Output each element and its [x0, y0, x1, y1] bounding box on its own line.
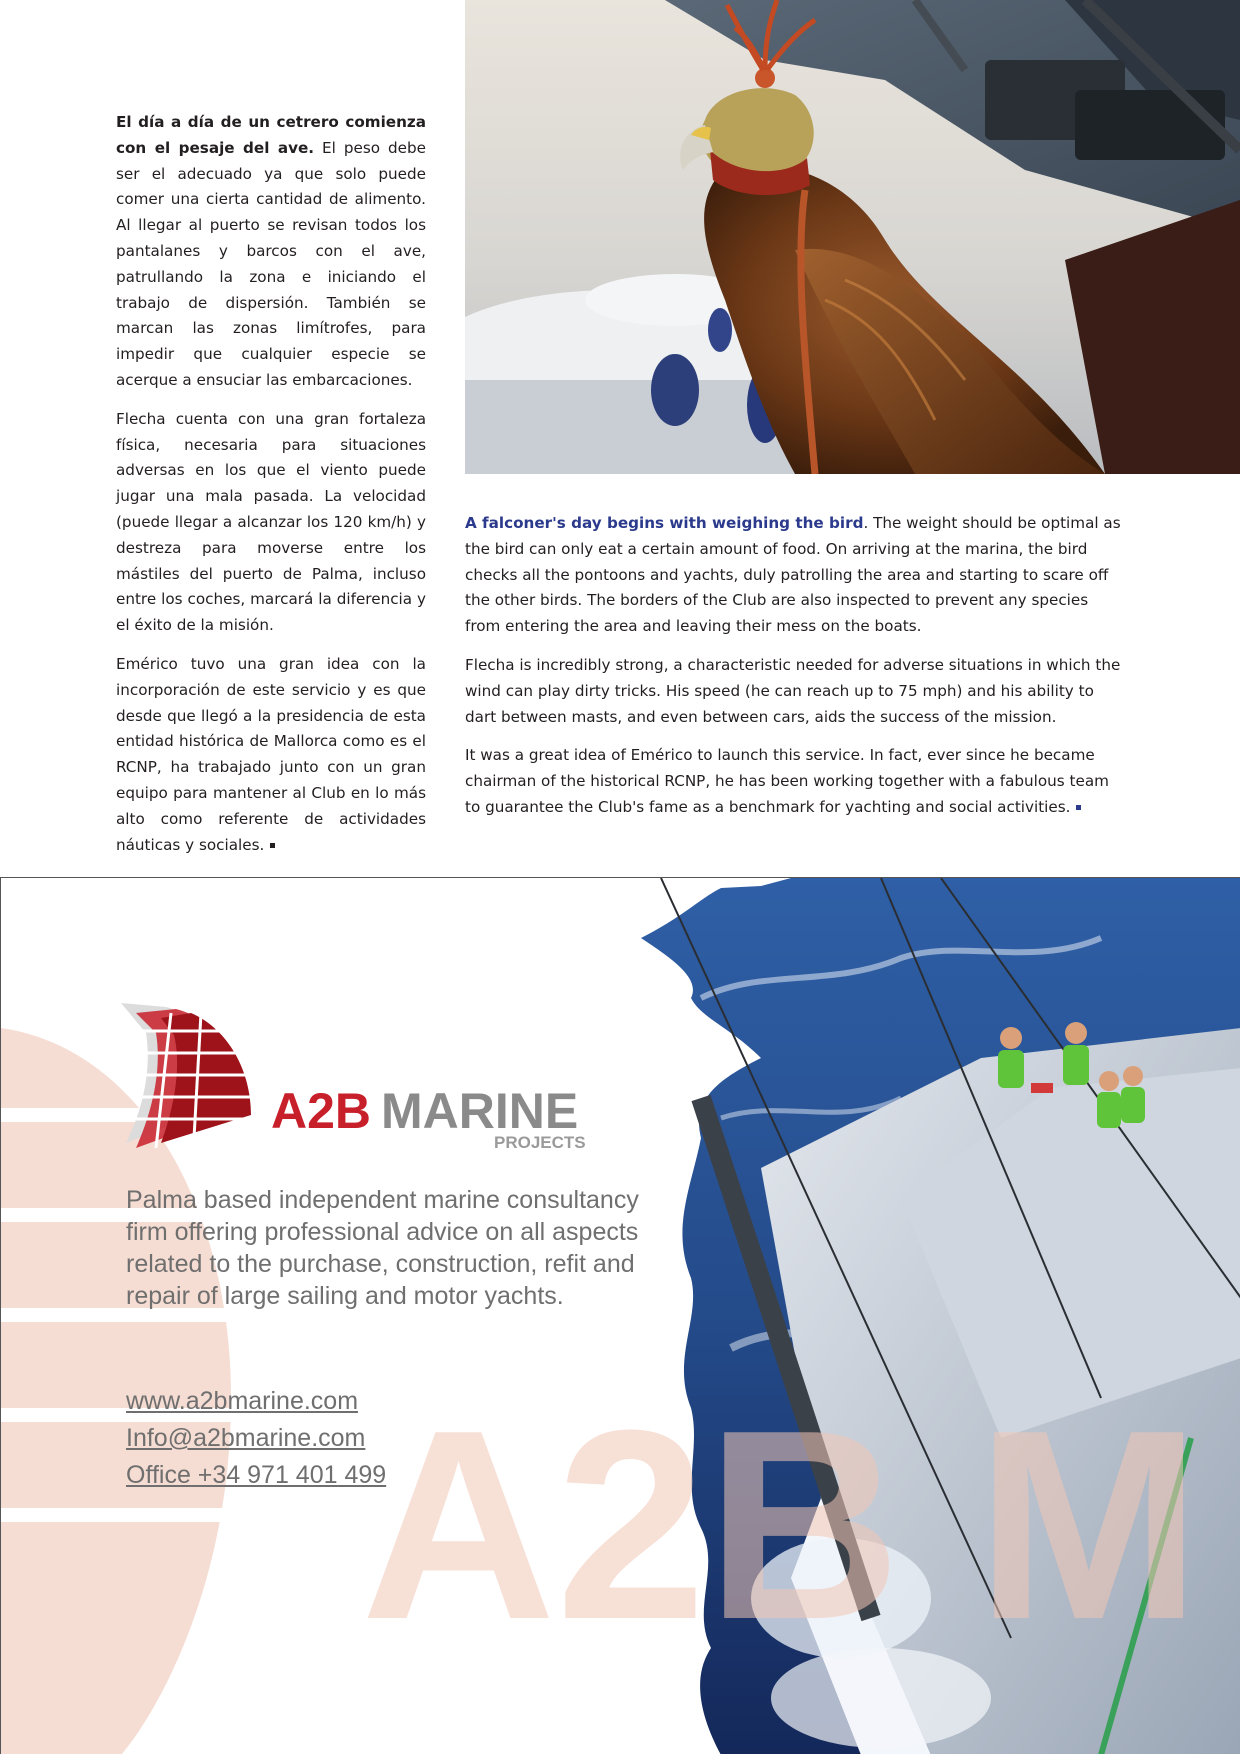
- es-paragraph-2: Flecha cuenta con una gran fortaleza física, necesaria para situaciones adversas en los que el viento puede jugar una mala pasada. La velocidad (puede llegar a alcanzar los 120 km/h) y destreza para moverse entre los mástiles del puerto de Palma, incluso entre los coches, marcará la diferencia y el éxito de la misión.: [116, 409, 426, 635]
- en-p1-text: . The weight should be optimal as the bird can only eat a certain amount of food. On arriving at the marina, the bird checks all the pontoons and yachts, duly patrolling the area and starting to scare off the other birds. The borders of the Club are also inspected to prevent any species from entering the area and leaving their mess on the boats.: [465, 514, 1121, 636]
- en-paragraph-1: [465, 511, 1125, 640]
- article-spanish: [116, 110, 426, 871]
- a2b-marine-logo: [116, 1003, 606, 1148]
- en-lead: A falconer's day begins with weighing the bird: [465, 514, 864, 532]
- falcon-photo: [465, 0, 1240, 474]
- logo-projects: PROJECTS: [494, 1133, 586, 1148]
- es-p3-text: Emérico tuvo una gran idea con la incorporación de este servicio y es que desde que llegó a la presidencia de esta entidad histórica de Mallorca como es el RCNP, ha trabajado junto con un gran equipo para mantener al Club en lo más alto como referente de actividades náuticas y sociales.: [116, 654, 426, 854]
- advert-contact: [126, 1383, 386, 1494]
- end-mark-icon: [270, 843, 275, 848]
- logo-a2b: A2B: [271, 1083, 372, 1139]
- email-link[interactable]: Info@a2bmarine.com: [126, 1424, 366, 1452]
- website-link[interactable]: www.a2bmarine.com: [126, 1387, 359, 1415]
- es-lead: El día a día de un cetrero comienza con el pesaje del ave.: [116, 113, 426, 157]
- es-p1-text: El peso debe ser el adecuado ya que solo puede comer una cierta cantidad de alimento. Al llegar al puerto se revisan todos los pantalanes y barcos con el ave, patrullando la zona e iniciando el trabajo de dispersión. También se marcan las zonas limítrofes, para impedir que cualquier especie se acerque a ensuciar las embarcaciones.: [116, 138, 426, 389]
- en-paragraph-2: Flecha is incredibly strong, a characteristic needed for adverse situations in which the wind can play dirty tricks. His speed (he can reach up to 75 mph) and his ability to dart between masts, and even between cars, aids the success of the mission.: [465, 655, 1121, 726]
- es-paragraph-3: [116, 652, 426, 858]
- phone-link[interactable]: Office +34 971 401 499: [126, 1461, 387, 1489]
- es-paragraph-1: [116, 110, 426, 394]
- a2b-marine-advert: [0, 877, 1240, 1754]
- end-mark-icon: [1076, 805, 1081, 810]
- logo-marine: MARINE: [381, 1083, 579, 1139]
- article-english: [465, 511, 1125, 834]
- watermark-text: A2B M: [361, 1375, 1202, 1676]
- advert-description: Palma based independent marine consultancy firm offering professional advice on all aspects related to the purchase, construction, refit and repair of large sailing and motor yachts.: [126, 1186, 639, 1310]
- en-paragraph-3: [465, 743, 1125, 820]
- en-p3-text: It was a great idea of Emérico to launch this service. In fact, ever since he became chairman of the historical RCNP, he has been working together with a fabulous team to guarantee the Club's fame as a benchmark for yachting and social activities.: [465, 746, 1109, 816]
